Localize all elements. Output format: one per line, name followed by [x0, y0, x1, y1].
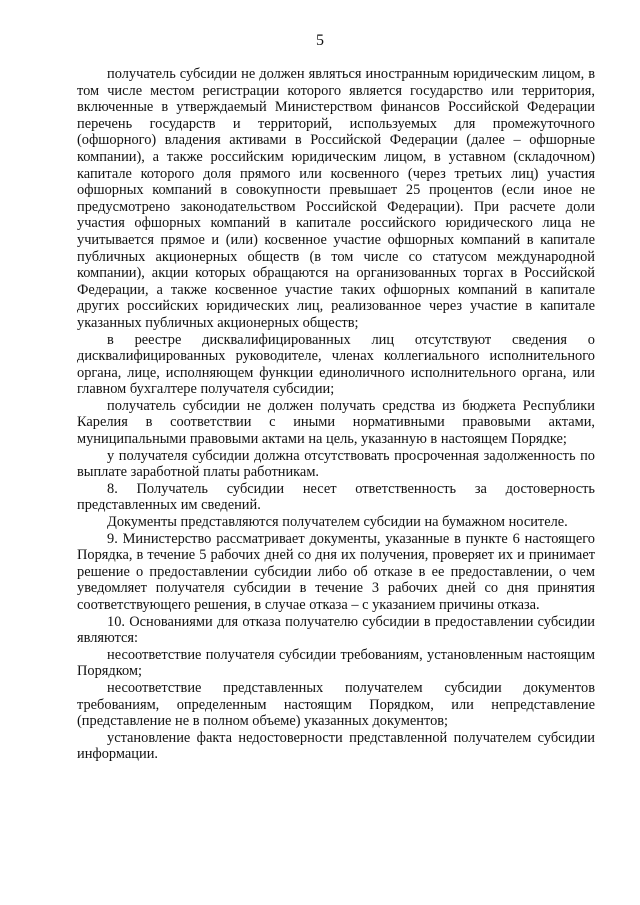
- paragraph-refusal-ground-3: установление факта недостоверности представленной получателем субсидии информации.: [77, 729, 595, 763]
- paragraph-offshore-requirement: получатель субсидии не должен являться иностранным юридическим лицом, в том числе местом регистрации которого является государство или территория, включенные в утверждаемый Министерством финансов Российской Федерации перечень государств и территорий, используемых для промежуточного (офшорного) владения активами в Российской Федерации (далее – офшорные компании), а также российским юридическим лицом, в уставном (складочном) капитале которого доля прямого или косвенного (через третьих лиц) участия офшорных компаний в совокупности превышает 25 процентов (если иное не предусмотрено законодательством Российской Федерации). При расчете доли участия офшорных компаний в капитале российского юридического лица не учитывается прямое и (или) косвенное участие офшорных компаний в капитале публичных акционерных обществ (в том числе со статусом международной компании), акции которых обращаются на организованных торгах в Российской Федерации, а также косвенное участие таких офшорных компаний в капитале других российских юридических лиц, реализованное через участие в капитале указанных публичных акционерных обществ;: [77, 66, 595, 331]
- paragraph-wage-arrears: у получателя субсидии должна отсутствовать просроченная задолженность по выплате заработной платы работникам.: [77, 447, 595, 481]
- document-body: [77, 66, 595, 763]
- page-number: 5: [316, 32, 324, 49]
- paragraph-budget-funds: получатель субсидии не должен получать средства из бюджета Республики Карелия в соответствии с иными нормативными правовыми актами, муниципальными правовыми актами на цель, указанную в настоящем Порядке;: [77, 397, 595, 448]
- paragraph-item-10: 10. Основаниями для отказа получателю субсидии в предоставлении субсидии являются:: [77, 613, 595, 647]
- paragraph-item-9: 9. Министерство рассматривает документы, указанные в пункте 6 настоящего Порядка, в течение 5 рабочих дней со дня их получения, проверяет их и принимает решение о предоставлении субсидии либо об отказе в ее предоставлении, о чем уведомляет получателя субсидии в течение 3 рабочих дней со дня принятия соответствующего решения, в случае отказа – с указанием причины отказа.: [77, 530, 595, 613]
- paragraph-refusal-ground-1: несоответствие получателя субсидии требованиям, установленным настоящим Порядком;: [77, 646, 595, 680]
- paragraph-paper-documents: Документы представляются получателем субсидии на бумажном носителе.: [107, 514, 568, 531]
- paragraph-item-8: 8. Получатель субсидии несет ответственность за достоверность представленных им сведений.: [77, 480, 595, 514]
- paragraph-disqualified-registry: в реестре дисквалифицированных лиц отсутствуют сведения о дисквалифицированных руководителе, членах коллегиального исполнительного органа, лице, исполняющем функции единоличного исполнительного органа, или главном бухгалтере получателя субсидии;: [77, 331, 595, 398]
- paragraph-refusal-ground-2: несоответствие представленных получателем субсидии документов требованиям, определенным настоящим Порядком, или непредставление (представление не в полном объеме) указанных документов;: [77, 679, 595, 730]
